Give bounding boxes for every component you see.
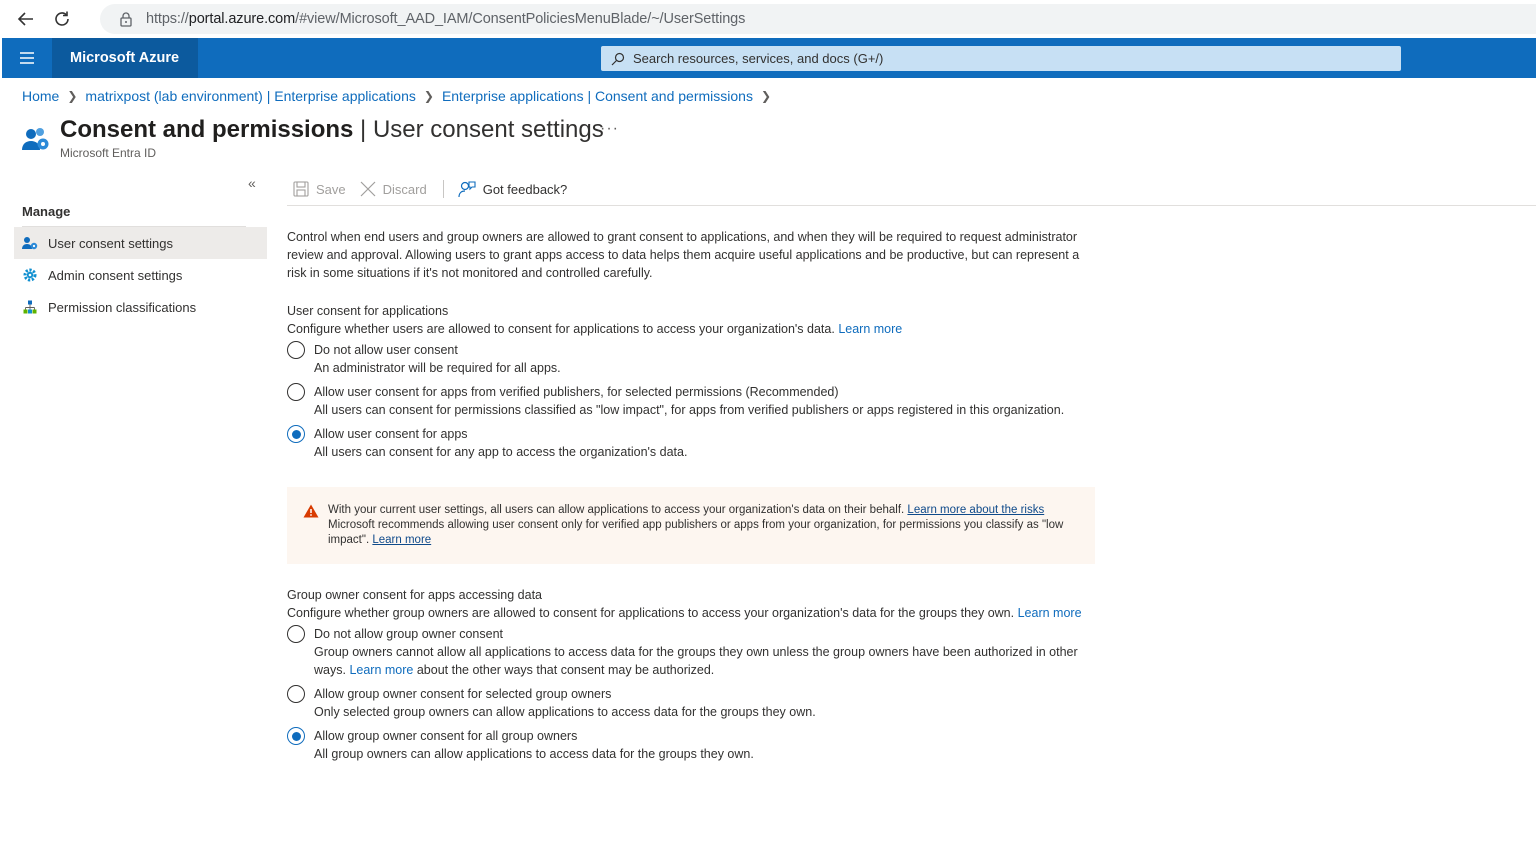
settings-content xyxy=(287,228,1107,769)
save-icon xyxy=(293,181,309,197)
feedback-icon xyxy=(458,181,476,198)
close-icon xyxy=(360,181,376,197)
section-title-group-consent: Group owner consent for apps accessing data xyxy=(287,588,543,602)
radio-description: All users can consent for permissions classified as "low impact", for apps from verified publishers or apps registered in this organization. xyxy=(314,403,1065,417)
radio-do-not-allow-group-consent[interactable]: Do not allow group owner consent xyxy=(287,625,1107,643)
page-title: Consent and permissions | User consent settings xyxy=(60,116,604,143)
section-desc-group-consent: Configure whether group owners are allowed to consent for applications to access your organization's data for the groups they own. Learn more xyxy=(287,606,1082,620)
radio-button[interactable] xyxy=(287,383,305,401)
portal-header xyxy=(2,38,1536,78)
brand-link[interactable]: Microsoft Azure xyxy=(52,38,198,78)
save-button[interactable]: Save xyxy=(293,181,346,197)
learn-more-link[interactable]: Learn more xyxy=(1017,606,1082,620)
sidebar-section-manage: Manage xyxy=(22,204,71,219)
warning-banner xyxy=(287,487,1095,564)
radio-description: All users can consent for any app to access the organization's data. xyxy=(314,445,688,459)
breadcrumb-consent[interactable]: Enterprise applications | Consent and permissions xyxy=(441,88,753,104)
discard-button[interactable]: Discard xyxy=(360,181,427,197)
radio-allow-verified-publishers[interactable]: Allow user consent for apps from verified publishers, for selected permissions (Recommended) xyxy=(287,383,1107,401)
feedback-button[interactable]: Got feedback? xyxy=(458,181,568,198)
warning-line-1: With your current user settings, all users can allow applications to access your organization's data on their behalf. Learn more about the risks xyxy=(328,504,1045,516)
reload-icon xyxy=(53,10,71,28)
radio-button[interactable] xyxy=(287,685,305,703)
sidebar-item-permission-classifications[interactable] xyxy=(14,291,267,323)
radio-description: Group owners cannot allow all applications to access data for the groups they own unless the group owners have been authorized in other ways. Learn more about the other ways that consent may be authorized. xyxy=(314,645,1078,677)
hamburger-icon xyxy=(19,51,35,65)
radio-description: All group owners can allow applications to access data for the groups they own. xyxy=(314,747,754,761)
radio-button-checked[interactable] xyxy=(287,727,305,745)
sidebar-item-admin-consent[interactable] xyxy=(14,259,267,291)
lock-icon xyxy=(118,11,134,27)
users-gear-icon xyxy=(22,235,38,251)
search-icon xyxy=(611,52,625,66)
hierarchy-icon xyxy=(22,299,38,315)
search-input[interactable] xyxy=(601,46,1401,71)
chevron-right-icon: ❯ xyxy=(760,89,772,103)
chevron-right-icon: ❯ xyxy=(67,89,78,103)
learn-more-link[interactable]: Learn more xyxy=(838,322,903,336)
browser-toolbar xyxy=(0,0,1536,38)
learn-more-link[interactable]: Learn more xyxy=(349,663,414,677)
intro-text: Control when end users and group owners are allowed to grant consent to applications, and when they will be required to request administrator review and approval. Allowing users to grant apps access to data helps them acquire useful applications and be productive, but can represent a risk in some situations if it's not monitored and controlled carefully. xyxy=(287,230,1080,280)
breadcrumb xyxy=(22,88,779,104)
toolbar-divider-line xyxy=(287,205,1536,206)
radio-button-checked[interactable] xyxy=(287,425,305,443)
radio-allow-user-consent-all[interactable]: Allow user consent for apps xyxy=(287,425,1107,443)
warning-icon xyxy=(303,504,319,518)
radio-do-not-allow-user-consent[interactable]: Do not allow user consent xyxy=(287,341,1107,359)
search-placeholder: Search resources, services, and docs (G+/) xyxy=(633,51,884,66)
toolbar-divider xyxy=(443,180,444,198)
section-desc-user-consent: Configure whether users are allowed to consent for applications to access your organization's data. Learn more xyxy=(287,322,903,336)
sidebar-item-user-consent[interactable] xyxy=(14,227,267,259)
arrow-left-icon xyxy=(17,10,35,28)
sidebar-item-label: User consent settings xyxy=(48,235,174,251)
url-text: https://portal.azure.com/#view/Microsoft_AAD_IAM/ConsentPoliciesMenuBlade/~/UserSettings xyxy=(146,11,746,27)
users-gear-icon xyxy=(22,126,50,152)
gear-icon xyxy=(22,267,38,283)
chevron-right-icon: ❯ xyxy=(423,89,434,103)
radio-allow-selected-group-owners[interactable]: Allow group owner consent for selected group owners xyxy=(287,685,1107,703)
portal-menu-button[interactable] xyxy=(2,38,52,78)
more-options-button[interactable]: ··· xyxy=(600,120,619,137)
reload-button[interactable] xyxy=(44,4,80,34)
breadcrumb-tenant[interactable]: matrixpost (lab environment) | Enterprise applications xyxy=(85,88,416,104)
page-subtitle: Microsoft Entra ID xyxy=(60,146,157,160)
collapse-sidebar-button[interactable]: « xyxy=(248,175,256,191)
radio-description: An administrator will be required for all apps. xyxy=(314,361,561,375)
back-button[interactable] xyxy=(8,4,44,34)
radio-allow-all-group-owners[interactable]: Allow group owner consent for all group owners xyxy=(287,727,1107,745)
warning-line-2: Microsoft recommends allowing user consent only for verified app publishers or apps from your organization, for permissions you classify as "low impact". Learn more xyxy=(328,519,1064,546)
radio-button[interactable] xyxy=(287,341,305,359)
learn-more-risks-link[interactable]: Learn more about the risks xyxy=(907,504,1045,516)
radio-description: Only selected group owners can allow applications to access data for the groups they own. xyxy=(314,705,816,719)
section-title-user-consent: User consent for applications xyxy=(287,304,449,318)
command-bar xyxy=(293,178,581,200)
radio-button[interactable] xyxy=(287,625,305,643)
address-bar[interactable] xyxy=(100,4,1536,34)
breadcrumb-home[interactable]: Home xyxy=(22,88,60,104)
learn-more-link[interactable]: Learn more xyxy=(372,534,432,546)
sidebar-item-label: Admin consent settings xyxy=(48,267,183,283)
sidebar-item-label: Permission classifications xyxy=(48,299,197,315)
